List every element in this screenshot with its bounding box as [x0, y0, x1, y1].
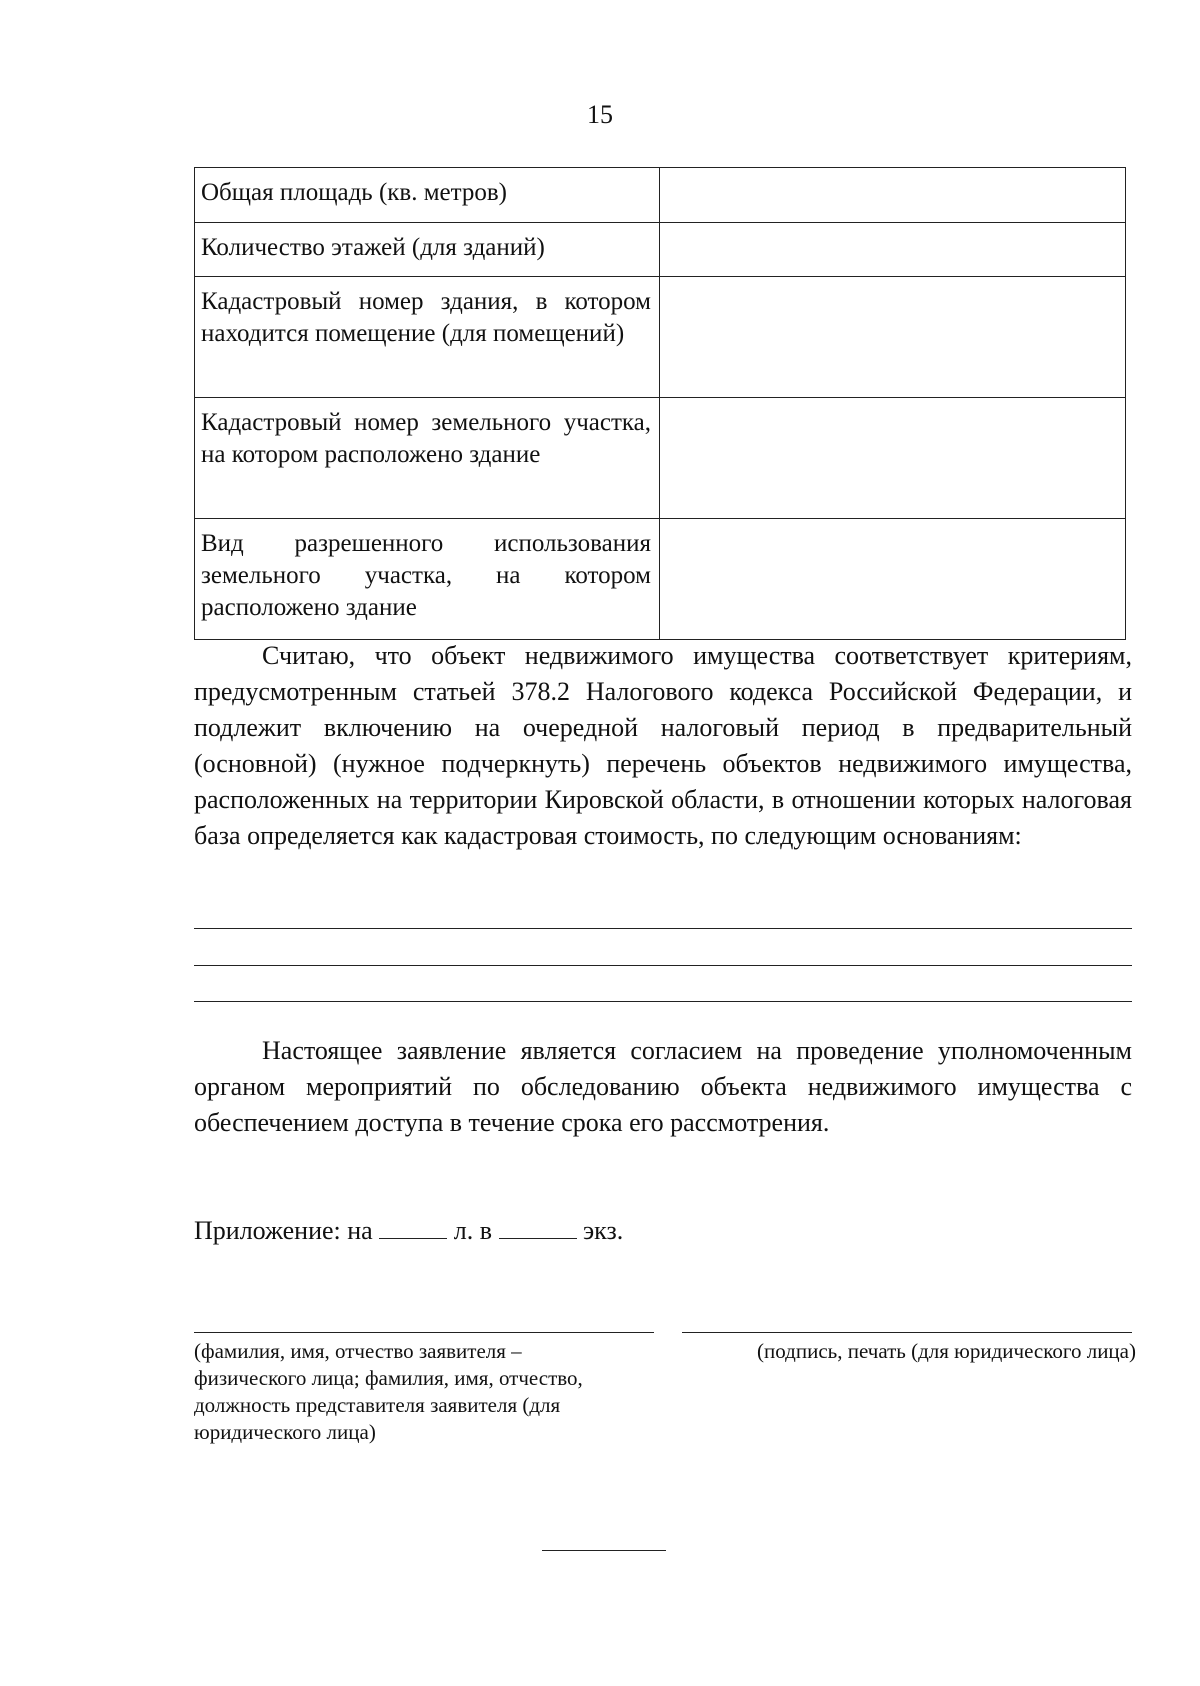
attachment-sheets-unit: л. в	[453, 1216, 492, 1245]
row-label-land-use: Вид разрешенного использования земельного участка, на котором расположено здание	[195, 519, 660, 640]
signature-line[interactable]	[682, 1332, 1132, 1333]
consent-text: Настоящее заявление является согласием на проведение уполномоченным органом мероприятий по обследованию объекта недвижимого имущества с обеспечением доступа в течение срока его рассмотрения.	[194, 1036, 1132, 1137]
row-label-total-area: Общая площадь (кв. метров)	[195, 168, 660, 223]
table-row	[195, 223, 1126, 277]
table-row	[195, 277, 1126, 398]
grounds-line-2[interactable]	[194, 965, 1132, 966]
grounds-line-1[interactable]	[194, 928, 1132, 929]
row-value-land-cadastral[interactable]	[660, 398, 1126, 519]
row-value-land-use[interactable]	[660, 519, 1126, 640]
signature-caption: (подпись, печать (для юридического лица)	[757, 1339, 1136, 1363]
row-label-land-cadastral: Кадастровый номер земельного участка, на котором расположено здание	[195, 398, 660, 519]
applicant-name-caption: (фамилия, имя, отчество заявителя – физического лица; фамилия, имя, отчество, должность представителя заявителя (для юридического лица)	[194, 1339, 583, 1444]
grounds-line-3[interactable]	[194, 1001, 1132, 1002]
row-value-total-area[interactable]	[660, 168, 1126, 223]
attachment-line	[194, 1213, 623, 1249]
row-label-floors: Количество этажей (для зданий)	[195, 223, 660, 277]
applicant-name-line[interactable]	[194, 1332, 654, 1333]
table-row	[195, 519, 1126, 640]
statement-text: Считаю, что объект недвижимого имущества соответствует критериям, предусмотренным статьей 378.2 Налогового кодекса Российской Федерации, и подлежит включению на очередной налоговый период в предварительный (основной) (нужное подчеркнуть) перечень объектов недвижимого имущества, расположенных на территории Кировской области, в отношении которых налоговая база определяется как кадастровая стоимость, по следующим основаниям:	[194, 641, 1132, 850]
consent-paragraph	[194, 1033, 1132, 1141]
page-number: 15	[587, 100, 613, 129]
row-value-building-cadastral[interactable]	[660, 277, 1126, 398]
copies-count-blank[interactable]	[499, 1214, 577, 1239]
table-row	[195, 398, 1126, 519]
attachment-copies-unit: экз.	[583, 1216, 624, 1245]
sheets-count-blank[interactable]	[379, 1214, 447, 1239]
attachment-prefix: Приложение: на	[194, 1216, 373, 1245]
property-details-table	[194, 167, 1126, 640]
end-divider	[542, 1550, 666, 1551]
table-row	[195, 168, 1126, 223]
row-label-building-cadastral: Кадастровый номер здания, в котором находится помещение (для помещений)	[195, 277, 660, 398]
statement-paragraph	[194, 638, 1132, 854]
row-value-floors[interactable]	[660, 223, 1126, 277]
